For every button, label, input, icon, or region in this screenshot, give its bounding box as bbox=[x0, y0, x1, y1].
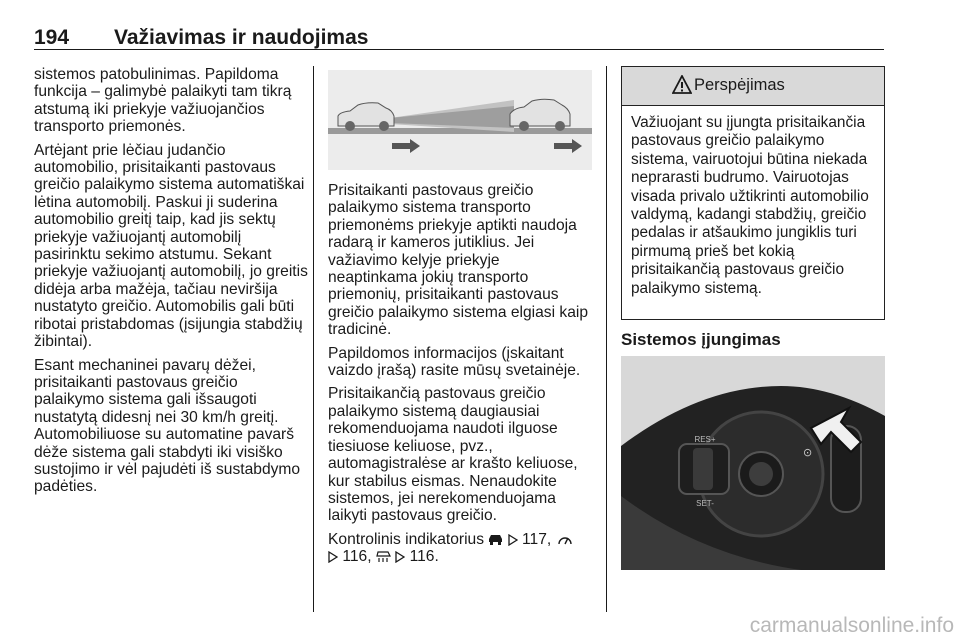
column-divider-2 bbox=[606, 66, 607, 612]
paragraph: Prisitaikanti pastovaus greičio palaikymo sistema transporto priemonėms priekyje aptikti naudoja radarą ir kameros jutiklius. Jei važiavimo kelyje priekyje neaptinkama jokių transporto priemonių, prisitaikanti pastovaus greičio palaikymo sistema elgiasi kaip tradicinė. bbox=[328, 182, 589, 339]
steering-wheel-controls-photo bbox=[621, 356, 885, 570]
page-reference-icon bbox=[508, 534, 518, 546]
page-title: Važiavimas ir naudojimas bbox=[114, 26, 369, 49]
section-heading: Sistemos įjungimas bbox=[621, 330, 781, 349]
page-reference-icon bbox=[395, 551, 405, 563]
cruise-control-icon bbox=[556, 533, 574, 546]
warning-header bbox=[622, 67, 884, 106]
warning-body: Važiuojant su įjungta prisitaikančia pastovaus greičio palaikymo sistema, vairuotojui būtina niekada neprarasti budrumo. Vairuotojas visada privalo užtikrinti automobilio valdymą, kadangi stabdžių, greičio pedalas ir atšaukimo jungiklis turi pirmumą prieš bet kokią prisitaikančią pastovaus greičio palaikymo sistemą. bbox=[631, 114, 869, 297]
page-header bbox=[34, 26, 884, 52]
lane-assist-icon bbox=[376, 550, 391, 563]
column-divider-1 bbox=[313, 66, 314, 612]
cruise-control-icon: ⊙ bbox=[803, 446, 813, 459]
paragraph: sistemos patobulinimas. Papildoma funkcija – galimybė palaikyti tam tikrą atstumą iki priekyje važiuojančios transporto priemonės. bbox=[34, 66, 292, 136]
page-number: 194 bbox=[34, 26, 70, 49]
indicator-label: Kontrolinis indikatorius bbox=[328, 530, 485, 548]
page-reference: 116. bbox=[409, 548, 439, 566]
page-reference: 117, bbox=[522, 530, 552, 548]
column-middle bbox=[328, 182, 590, 572]
acc-radar-illustration bbox=[328, 70, 592, 170]
warning-title: Perspėjimas bbox=[694, 76, 785, 94]
paragraph: Prisitaikančią pastovaus greičio palaikymo sistemą daugiausiai rekomenduojama naudoti ilguose tiesiuose keliuose, pvz., automagistralėse ar krašto keliuose, kur stabilus eismas. Nenaudokite sistemos, jei nerekomenduojama laikyti pastovaus greičio. bbox=[328, 385, 578, 525]
header-rule bbox=[34, 49, 884, 50]
column-left bbox=[34, 66, 309, 502]
warning-box bbox=[621, 66, 885, 320]
paragraph: Artėjant prie lėčiau judančio automobilio, prisitaikanti pastovaus greičio palaikymo sistema automatiškai lėtina automobilį. Paskui ji suderina automobilio greitį taip, kad jis sektų priekyje važiuojantį automobilį pasirinktu sekimo atstumu. Sekant priekyje važiuojantį automobilį, jo greitis didėja arba mažėja, tačiau neviršija nustatyto greičio. Automobilis gali būti ribotai pristabdomas (įsijungia stabdžių žibintai). bbox=[34, 141, 308, 351]
vehicle-ahead-icon bbox=[488, 533, 503, 546]
indicator-references bbox=[328, 531, 590, 566]
res-label: RES+ bbox=[694, 435, 716, 444]
set-label: SET- bbox=[696, 499, 714, 508]
warning-triangle-icon bbox=[672, 75, 692, 95]
page-reference-icon bbox=[328, 551, 338, 563]
page-reference: 116, bbox=[342, 548, 372, 566]
watermark: carmanualsonline.info bbox=[749, 614, 954, 637]
paragraph: Esant mechaninei pavarų dėžei, prisitaikanti pastovaus greičio palaikymo sistema gali išsaugoti nustatytą didesnį nei 30 km/h greitį. Automobiliuose su automatine pavarš dėže sistema gali stabdyti iki visiško sustojimo ir vėl pajudėti iš sustabdymo padėties. bbox=[34, 356, 301, 496]
paragraph: Papildomos informacijos (įskaitant vaizdo įrašą) rasite mūsų svetainėje. bbox=[328, 344, 581, 380]
